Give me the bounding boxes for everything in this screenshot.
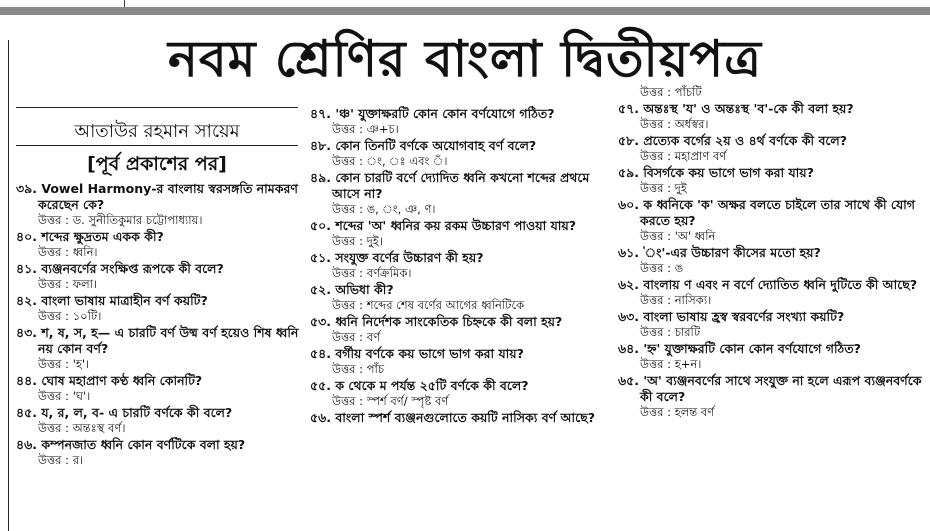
question-text: ৫৯. বিসর্গকে কয় ভাগে ভাগ করা যায়? xyxy=(618,165,814,180)
question-text: ৩৯. Vowel Harmony-র বাংলায় স্বরসঙ্গতি নামকরণ করেছেন কে? xyxy=(16,181,298,212)
question-text: ৬১. 'ং'-এর উচ্চারণ কীসের মতো হয়? xyxy=(618,245,821,260)
answer-text: উত্তর : ১০টি। xyxy=(38,309,102,323)
question-text: ৫৬. বাংলা স্পর্শ ব্যঞ্জনগুলোতে কয়টি নাসিক্য বর্ণ আছে? xyxy=(310,410,595,425)
author-bottom-rule xyxy=(16,145,298,146)
author-name: আতাউর রহমান সায়েম xyxy=(74,121,240,142)
question-text: ৪৩. শ, ষ, স, হ— এ চারটি বর্ণ উষ্ম বর্ণ হয়েও শিষ ধ্বনি নয় কোন বর্ণ? xyxy=(16,325,299,356)
question-text: ৪০. শব্দের ক্ষুদ্রতম একক কী? xyxy=(16,229,164,244)
answer-text: উত্তর : 'অ' ধ্বনি xyxy=(640,229,716,243)
answer-text: উত্তর : অন্তঃস্থ বর্ণ। xyxy=(38,421,126,435)
left-margin-rule xyxy=(8,40,9,531)
question-text: ৫৮. প্রত্যেক বর্গের ২য় ও ৪র্থ বর্ণকে কী বলে? xyxy=(618,133,847,148)
answer-text: উত্তর : বর্ণ xyxy=(332,330,381,344)
column-1 xyxy=(16,181,306,469)
answer-text: উত্তর : ড. সুনীতিকুমার চট্টোপাধ্যায়। xyxy=(38,213,203,227)
continued-label: [পূর্ব প্রকাশের পর] xyxy=(87,153,227,175)
answer-text: উত্তর : ফলা। xyxy=(38,277,98,291)
answer-text: উত্তর : চারটি xyxy=(640,325,701,339)
question-text: ৬৩. বাংলা ভাষায় হ্রস্ব স্বরবর্ণের সংখ্যা কয়টি? xyxy=(618,309,845,324)
question-text: ৬২. বাংলায় ণ এবং ন বর্ণে দ্যোতিত ধ্বনি দুটিতে কী আছে? xyxy=(618,277,918,292)
answer-text: উত্তর : ধ্বনি। xyxy=(38,245,98,259)
answer-text: উত্তর : স্পর্শ বর্ণ/ স্পৃষ্ট বর্ণ xyxy=(332,394,449,408)
question-text: ৫৭. অন্তঃস্থ 'য' ও অন্তঃস্থ 'ব'-কে কী বলা হয়? xyxy=(618,101,854,116)
question-text: ৫০. শব্দের 'অ' ধ্বনির কয় রকম উচ্চারণ পাওয়া যায়? xyxy=(310,218,577,233)
question-text: ৪১. ব্যঞ্জনবর্ণের সংক্ষিপ্ত রূপকে কী বলে? xyxy=(16,261,224,276)
question-text: ৪৮. কোন তিনটি বর্ণকে অযোগবাহ বর্ণ বলে? xyxy=(310,138,537,153)
answer-text: উত্তর : ং, ঃ এবং ঁ। xyxy=(332,154,448,168)
question-text: ৪৯. কোন চারটি বর্ণে দ্যোদিত ধ্বনি কখনো শব্দের প্রথমে আসে না? xyxy=(310,170,590,201)
column-2 xyxy=(310,106,610,426)
answer-text: উত্তর : র। xyxy=(38,453,84,467)
top-divider-tick xyxy=(124,0,125,7)
question-text: ৪৬. কম্পনজাত ধ্বনি কোন বর্ণটিকে বলা হয়? xyxy=(16,437,246,452)
answer-text: উত্তর : বর্ণক্রমিক। xyxy=(332,266,412,280)
question-text: ৫৫. ক থেকে ম পর্যন্ত ২৫টি বর্ণকে কী বলে? xyxy=(310,378,529,393)
answer-text: উত্তর : 'ঘ'। xyxy=(38,389,91,403)
answer-text: উত্তর : মহাপ্রাণ বর্ণ xyxy=(640,149,727,163)
top-header-bar xyxy=(0,7,930,15)
answer-text: উত্তর : 'হ'। xyxy=(38,357,90,371)
question-text: ৪৫. য, র, ল, ব- এ চারটি বর্ণকে কী বলে? xyxy=(16,405,233,420)
question-text: ৪৭. 'ঞ্চ' যুক্তাক্ষরটি কোন কোন বর্ণযোগে গঠিত? xyxy=(310,106,555,121)
answer-continued: উত্তর : পাঁচটি xyxy=(640,85,702,99)
answer-text: উত্তর : দুই। xyxy=(332,234,383,248)
question-text: ৪৪. ঘোষ মহাপ্রাণ কণ্ঠ ধ্বনি কোনটি? xyxy=(16,373,203,388)
page-title: নবম শ্রেণির বাংলা দ্বিতীয়পত্র xyxy=(168,29,762,88)
author-top-rule xyxy=(16,107,298,108)
question-text: ৬০. ক ধ্বনিকে 'ক' অক্ষর বলতে চাইলে তার সাথে কী যোগ করতে হয়? xyxy=(618,197,915,228)
question-text: ৬৫. 'অ' ব্যঞ্জনবর্ণের সাথে সংযুক্ত না হলে এরূপ ব্যঞ্জনবর্ণকে কী বলে? xyxy=(618,373,922,404)
column-3 xyxy=(618,85,924,421)
answer-text: উত্তর : ঙ, ং, ঞ, ণ। xyxy=(332,202,436,216)
question-text: ৫৩. ধ্বনি নির্দেশক সাংকেতিক চিহ্নকে কী বলা হয়? xyxy=(310,314,563,329)
answer-text: উত্তর : দুই xyxy=(640,181,687,195)
question-text: ৫১. সংযুক্ত বর্ণের উচ্চারণ কী হয়? xyxy=(310,250,484,265)
answer-text: উত্তর : হলন্ত বর্ণ xyxy=(640,405,715,419)
question-text: ৫২. অভিধা কী? xyxy=(310,282,394,297)
question-text: ৫৪. বর্গীয় বর্ণকে কয় ভাগে ভাগ করা যায়? xyxy=(310,346,524,361)
answer-text: উত্তর : ঞ+চ। xyxy=(332,122,399,136)
question-text: ৬৪. 'হ্ন' যুক্তাক্ষরটি কোন কোন বর্ণযোগে গঠিত? xyxy=(618,341,861,356)
answer-text: উত্তর : শব্দের শেষ বর্ণের আগের ধ্বনিটিকে xyxy=(332,298,525,312)
answer-text: উত্তর : অর্ধস্বর। xyxy=(640,117,709,131)
answer-text: উত্তর : হ+ন। xyxy=(640,357,702,371)
question-text: ৪২. বাংলা ভাষায় মাত্রাহীন বর্ণ কয়টি? xyxy=(16,293,208,308)
answer-text: উত্তর : পাঁচ xyxy=(332,362,385,376)
answer-text: উত্তর : নাসিক্য। xyxy=(640,293,712,307)
answer-text: উত্তর : ঙ xyxy=(640,261,684,275)
